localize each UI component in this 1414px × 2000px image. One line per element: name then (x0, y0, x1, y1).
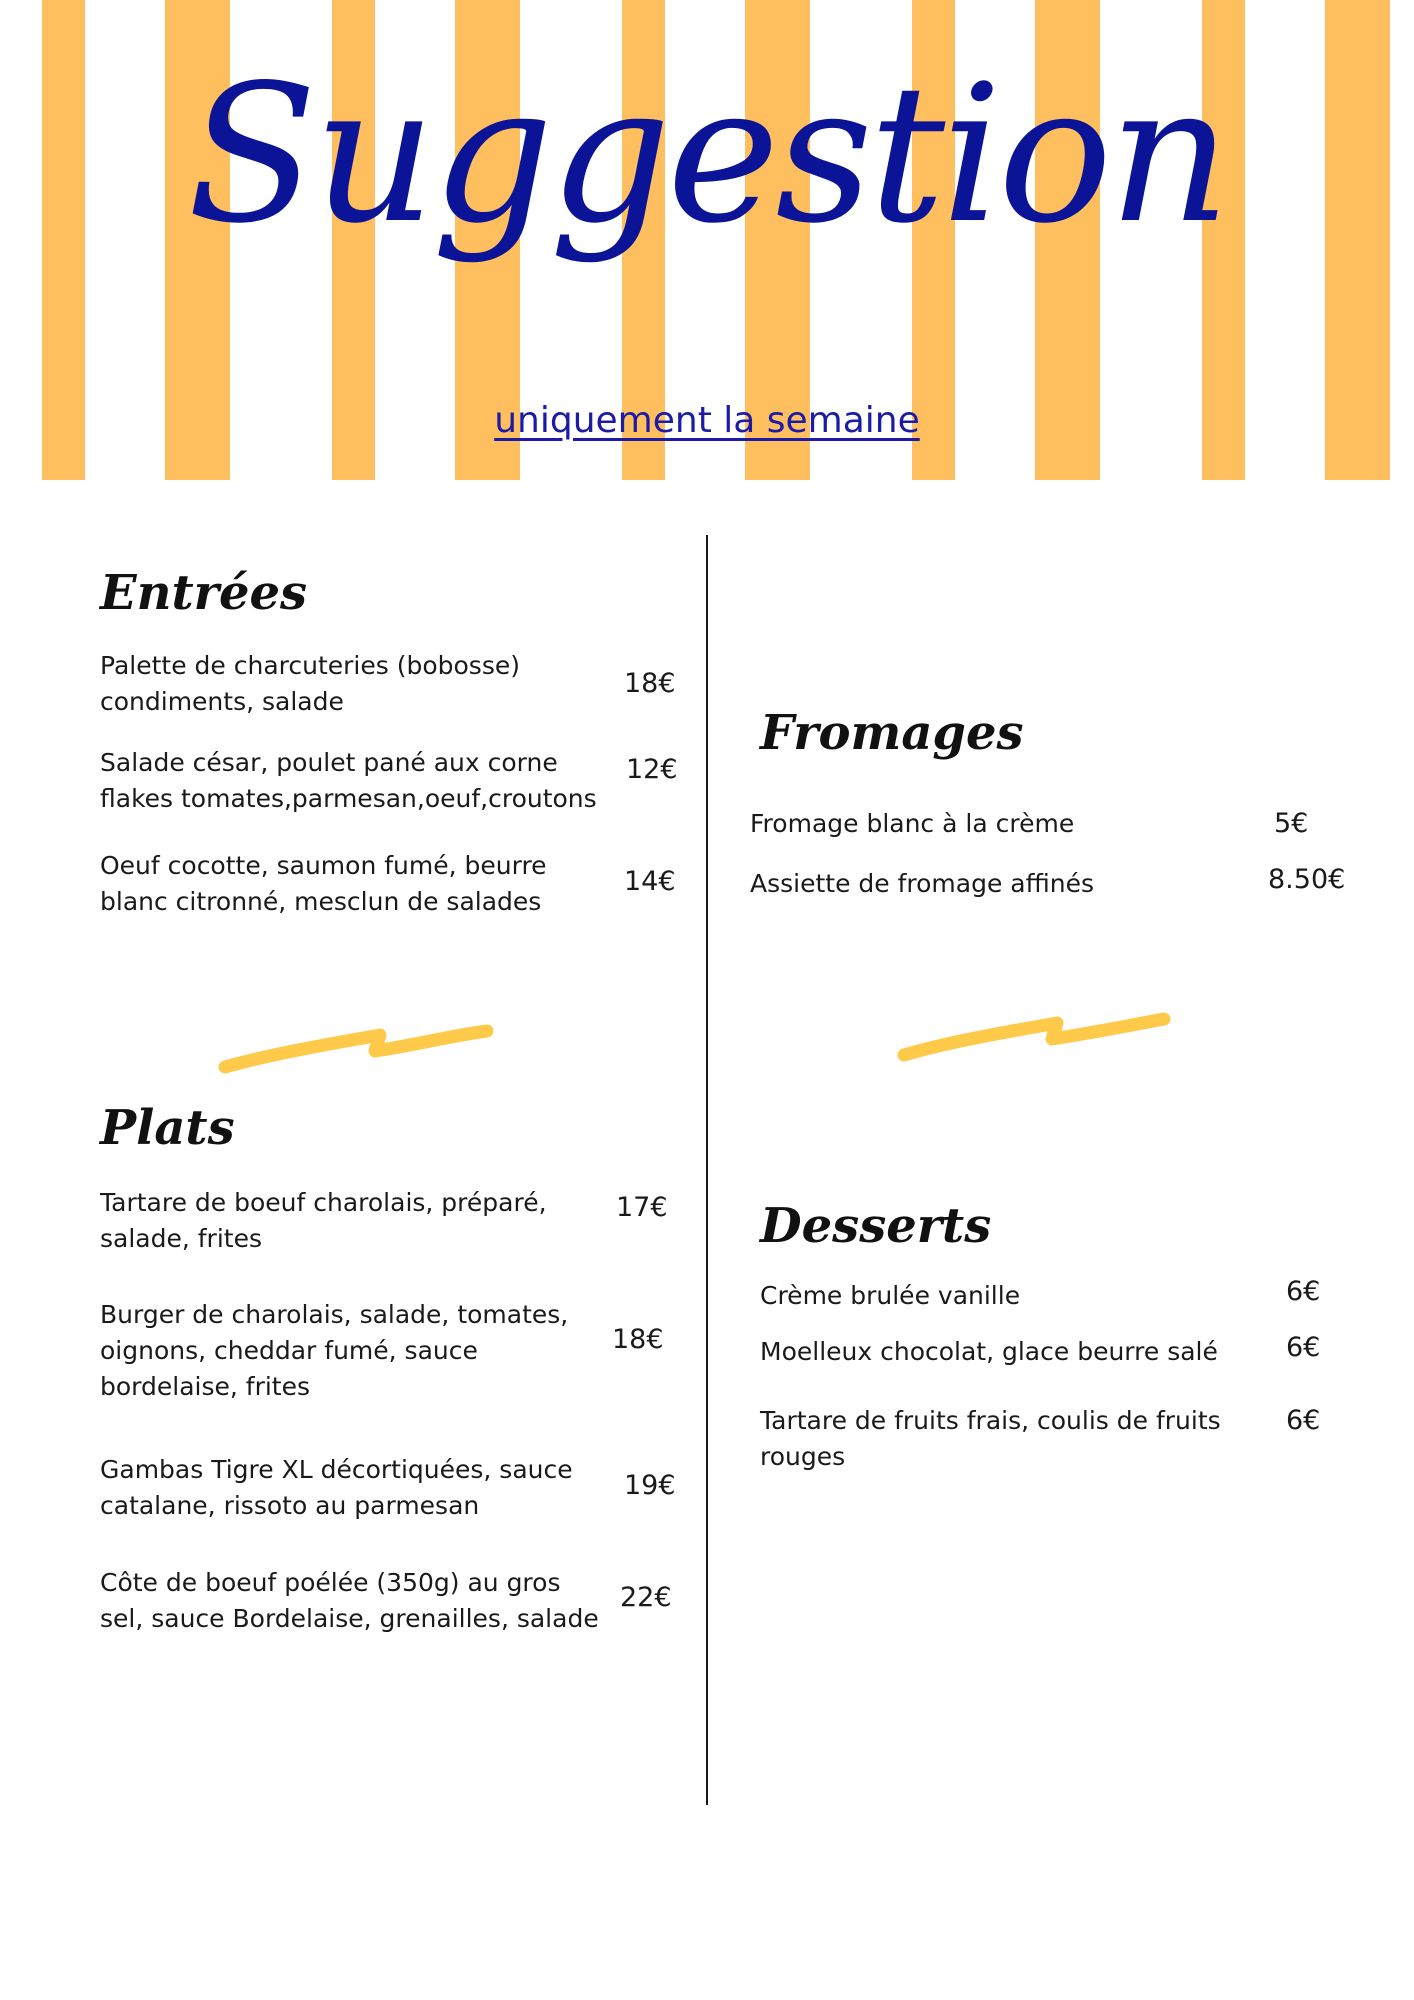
menu-price-plat-1: 17€ (616, 1192, 668, 1223)
menu-price-dessert-2: 6€ (1286, 1332, 1321, 1363)
menu-price-entree-3: 14€ (624, 866, 676, 897)
menu-item-fromage-1: Fromage blanc à la crème (750, 809, 1075, 838)
menu-price-fromage-2: 8.50€ (1268, 864, 1346, 895)
page-title: Suggestion (187, 44, 1227, 265)
squiggle-decoration-right (892, 995, 1177, 1075)
subtitle-link[interactable]: uniquement la semaine (494, 400, 920, 441)
menu-price-plat-3: 19€ (624, 1470, 676, 1501)
menu-price-plat-2: 18€ (612, 1324, 664, 1355)
section-title-entrees: Entrées (100, 565, 308, 621)
menu-item-entree-1: Palette de charcuteries (bobosse) condiments, salade (100, 651, 520, 716)
menu-item-dessert-3: Tartare de fruits frais, coulis de fruits rouges (760, 1406, 1221, 1471)
menu-price-dessert-3: 6€ (1286, 1405, 1321, 1436)
menu-item-entree-2: Salade césar, poulet pané aux corne flakes tomates,parmesan,oeuf,croutons (100, 748, 597, 813)
menu-price-fromage-1: 5€ (1274, 808, 1309, 839)
menu-item-plat-1: Tartare de boeuf charolais, préparé, salade, frites (100, 1188, 547, 1253)
menu-price-entree-2: 12€ (626, 754, 678, 785)
menu-price-entree-1: 18€ (624, 668, 676, 699)
menu-item-plat-4: Côte de boeuf poélée (350g) au gros sel, sauce Bordelaise, grenailles, salade (100, 1568, 599, 1633)
menu-price-dessert-1: 6€ (1286, 1276, 1321, 1307)
section-title-desserts: Desserts (760, 1198, 992, 1254)
menu-item-plat-3: Gambas Tigre XL décortiquées, sauce catalane, rissoto au parmesan (100, 1455, 573, 1520)
menu-item-dessert-1: Crème brulée vanille (760, 1281, 1021, 1310)
menu-item-dessert-2: Moelleux chocolat, glace beurre salé (760, 1337, 1218, 1366)
menu-item-entree-3: Oeuf cocotte, saumon fumé, beurre blanc citronné, mesclun de salades (100, 851, 547, 916)
menu-item-plat-2: Burger de charolais, salade, tomates, oignons, cheddar fumé, sauce bordelaise, frites (100, 1300, 569, 1401)
menu-price-plat-4: 22€ (620, 1582, 672, 1613)
squiggle-decoration-left (215, 1005, 500, 1085)
section-title-plats: Plats (100, 1100, 235, 1156)
menu-item-fromage-2: Assiette de fromage affinés (750, 869, 1095, 898)
section-title-fromages: Fromages (760, 705, 1024, 761)
column-divider (706, 535, 708, 1805)
